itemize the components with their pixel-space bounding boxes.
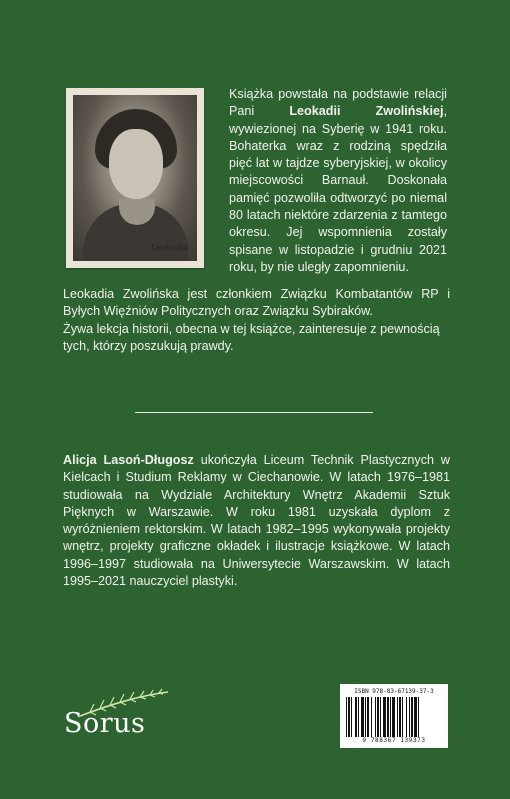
- barcode-digits: 9 788367 139373: [362, 737, 426, 744]
- bio-intro: Książka powstała na podstawie relacji Pani Leokadii Zwolińskiej, wywiezionej na Syberię w 1941 roku. Bohaterka wraz z rodziną spędziła pięć lat w tajdze syberyjskiej, w okolicy miejscowości Barnauł. Doskonała pamięć pozwoliła odtworzyć po niemal 80 latach niektóre zdarzenia z tamtego okresu. Jej wspomnienia zostały spisane w listopadzie i grudniu 2021 roku, by nie uległy zapomnieniu.: [229, 87, 447, 274]
- barcode-bars: [346, 697, 442, 737]
- author-photo: [66, 88, 204, 268]
- photo-signature: Leokadia: [151, 243, 188, 252]
- author-bio: Alicja Lasoń-Długosz ukończyła Liceum Technik Plastycznych w Kielcach i Studium Reklamy w Ciechanowie. W latach 1976–1981 studiowała na Wydziale Architektury Wnętrz Akademii Sztuk Pięknych w Warszawie. W roku 1981 uzyskała dyplom z wyróżnieniem rektorskim. W latach 1982–1995 wykonywała projekty wnętrz, projekty graficzne okładek i ilustracje książkowe. W latach 1996–1997 studiowała na Uniwersytecie Warszawskim. W latach 1995–2021 nauczyciel plastyki.: [63, 453, 451, 589]
- heroine-name: Leokadii Zwolińskiej: [289, 104, 444, 119]
- isbn-number: ISBN 978-83-67139-37-3: [354, 688, 434, 695]
- isbn-barcode: [340, 684, 448, 748]
- publisher-logo: [64, 688, 174, 748]
- author-name: Alicja Lasoń-Długosz: [63, 453, 194, 467]
- section-divider: [135, 412, 373, 413]
- bio-paragraph: Żywa lekcja historii, obecna w tej książce, zainteresuje z pewnością tych, którzy poszukują prawdy.: [63, 321, 440, 353]
- bio-continued: [63, 286, 450, 355]
- bio-paragraph: Leokadia Zwolińska jest członkiem Związku Kombatantów RP i Byłych Więźniów Politycznych oraz Związku Sybiraków.: [63, 287, 450, 319]
- portrait-image: [73, 95, 197, 261]
- publisher-name: Sorus: [64, 708, 146, 739]
